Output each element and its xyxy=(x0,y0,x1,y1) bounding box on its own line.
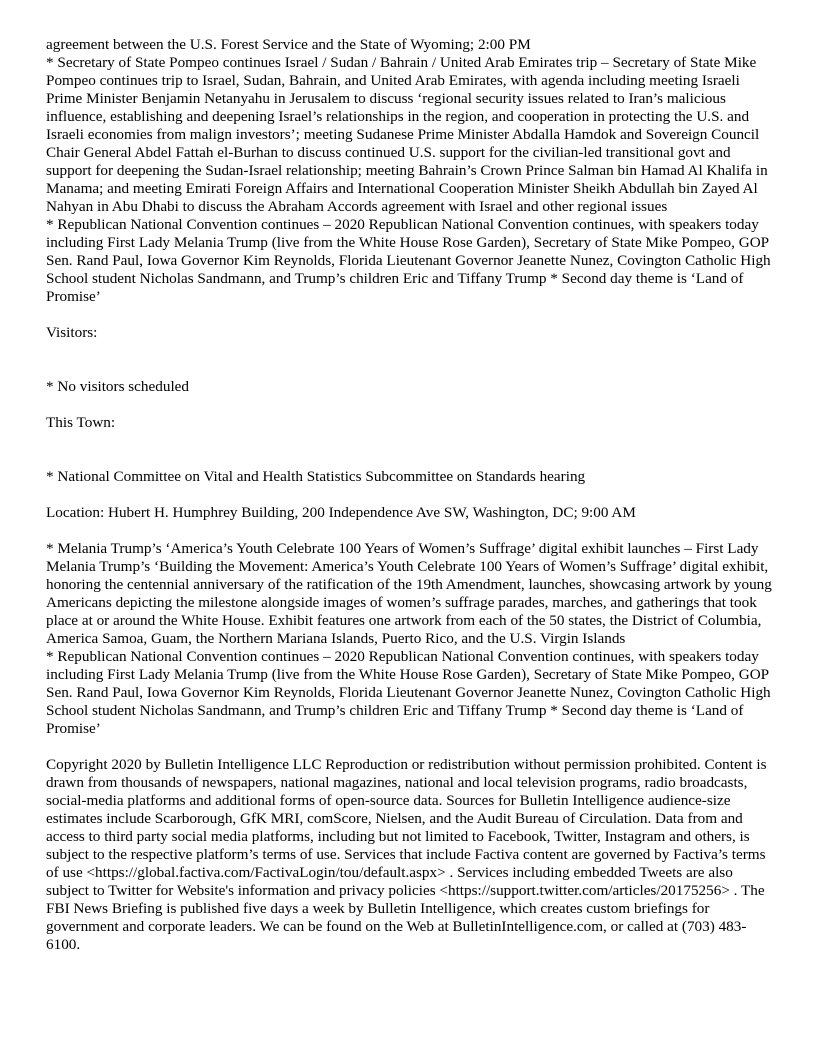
spacer xyxy=(46,738,774,756)
town-item-suffrage-exhibit: * Melania Trump’s ‘America’s Youth Celebrate 100 Years of Women’s Suffrage’ digital exhibit launches – First Lady Melania Trump’s ‘Building the Movement: America’s Youth Celebrate 100 Years of Women’s Suffrage’ digital exhibit, honoring the centennial anniversary of the ratification of the 19th Amendment, launches, showcasing artwork by young Americans depicting the milestone alongside images of women’s suffrage parades, marches, and gatherings that took place at or around the White House. Exhibit features one artwork from each of the 50 states, the District of Columbia, America Samoa, Guam, the Northern Mariana Islands, Puerto Rico, and the U.S. Virgin Islands xyxy=(46,540,772,647)
this-town-heading: This Town: xyxy=(46,414,116,431)
spacer xyxy=(46,342,774,378)
paragraph-rnc-continues: * Republican National Convention continues – 2020 Republican National Convention continues, with speakers today including First Lady Melania Trump (live from the White House Rose Garden), Secretary of State Mike Pompeo, GOP Sen. Rand Paul, Iowa Governor Kim Reynolds, Florida Lieutenant Governor Jeanette Nunez, Covington Catholic High School student Nicholas Sandmann, and Trump’s children Eric and Tiffany Trump * Second day theme is ‘Land of Promise’ xyxy=(46,216,771,305)
town-item-location: Location: Hubert H. Humphrey Building, 200 Independence Ave SW, Washington, DC; 9:00 AM xyxy=(46,504,636,521)
spacer xyxy=(46,306,774,324)
copyright-notice: Copyright 2020 by Bulletin Intelligence LLC Reproduction or redistribution without permission prohibited. Content is drawn from thousands of newspapers, national magazines, national and local television programs, radio broadcasts, social-media platforms and additional forms of open-source data. Sources for Bulletin Intelligence audience-size estimates include Scarborough, GfK MRI, comScore, Nielsen, and the Audit Bureau of Circulation. Data from and access to third party social media platforms, including but not limited to Facebook, Twitter, Instagram and others, is subject to the respective platform’s terms of use. Services that include Factiva content are governed by Factiva’s terms of use <https://global.factiva.com/FactivaLogin/tou/default.aspx> . Services including embedded Tweets are also subject to Twitter for Website's information and privacy policies <https://support.twitter.com/articles/20175256> . The FBI News Briefing is published five days a week by Bulletin Intelligence, which creates custom briefings for government and corporate leaders. We can be found on the Web at BulletinIntelligence.com, or called at (703) 483-6100. xyxy=(46,756,767,953)
town-item-rnc-continues: * Republican National Convention continues – 2020 Republican National Convention continues, with speakers today including First Lady Melania Trump (live from the White House Rose Garden), Secretary of State Mike Pompeo, GOP Sen. Rand Paul, Iowa Governor Kim Reynolds, Florida Lieutenant Governor Jeanette Nunez, Covington Catholic High School student Nicholas Sandmann, and Trump’s children Eric and Tiffany Trump * Second day theme is ‘Land of Promise’ xyxy=(46,648,771,737)
spacer xyxy=(46,486,774,504)
visitors-item: * No visitors scheduled xyxy=(46,378,189,395)
paragraph-pompeo-trip: * Secretary of State Pompeo continues Israel / Sudan / Bahrain / United Arab Emirates trip – Secretary of State Mike Pompeo continues trip to Israel, Sudan, Bahrain, and United Arab Emirates, with agenda including meeting Israeli Prime Minister Benjamin Netanyahu in Jerusalem to discuss ‘regional security issues related to Iran’s malicious influence, establishing and deepening Israel’s relationships in the region, and cooperation in protecting the U.S. and Israeli economies from malign investors’; meeting Sudanese Prime Minister Abdalla Hamdok and Sovereign Council Chair General Abdel Fattah el-Burhan to discuss continued U.S. support for the civilian-led transitional govt and support for deepening the Sudan-Israel relationship; meeting Bahrain’s Crown Prince Salman bin Hamad Al Khalifa in Manama; and meeting Emirati Foreign Affairs and International Cooperation Minister Sheikh Abdullah bin Zayed Al Nahyan in Abu Dhabi to discuss the Abraham Accords agreement with Israel and other regional issues xyxy=(46,54,768,215)
spacer xyxy=(46,522,774,540)
paragraph-forest-service-agreement: agreement between the U.S. Forest Service and the State of Wyoming; 2:00 PM xyxy=(46,36,531,53)
document-page xyxy=(46,36,774,954)
spacer xyxy=(46,432,774,468)
town-item-ncvhs-hearing: * National Committee on Vital and Health Statistics Subcommittee on Standards hearing xyxy=(46,468,586,485)
visitors-heading: Visitors: xyxy=(46,324,98,341)
spacer xyxy=(46,396,774,414)
